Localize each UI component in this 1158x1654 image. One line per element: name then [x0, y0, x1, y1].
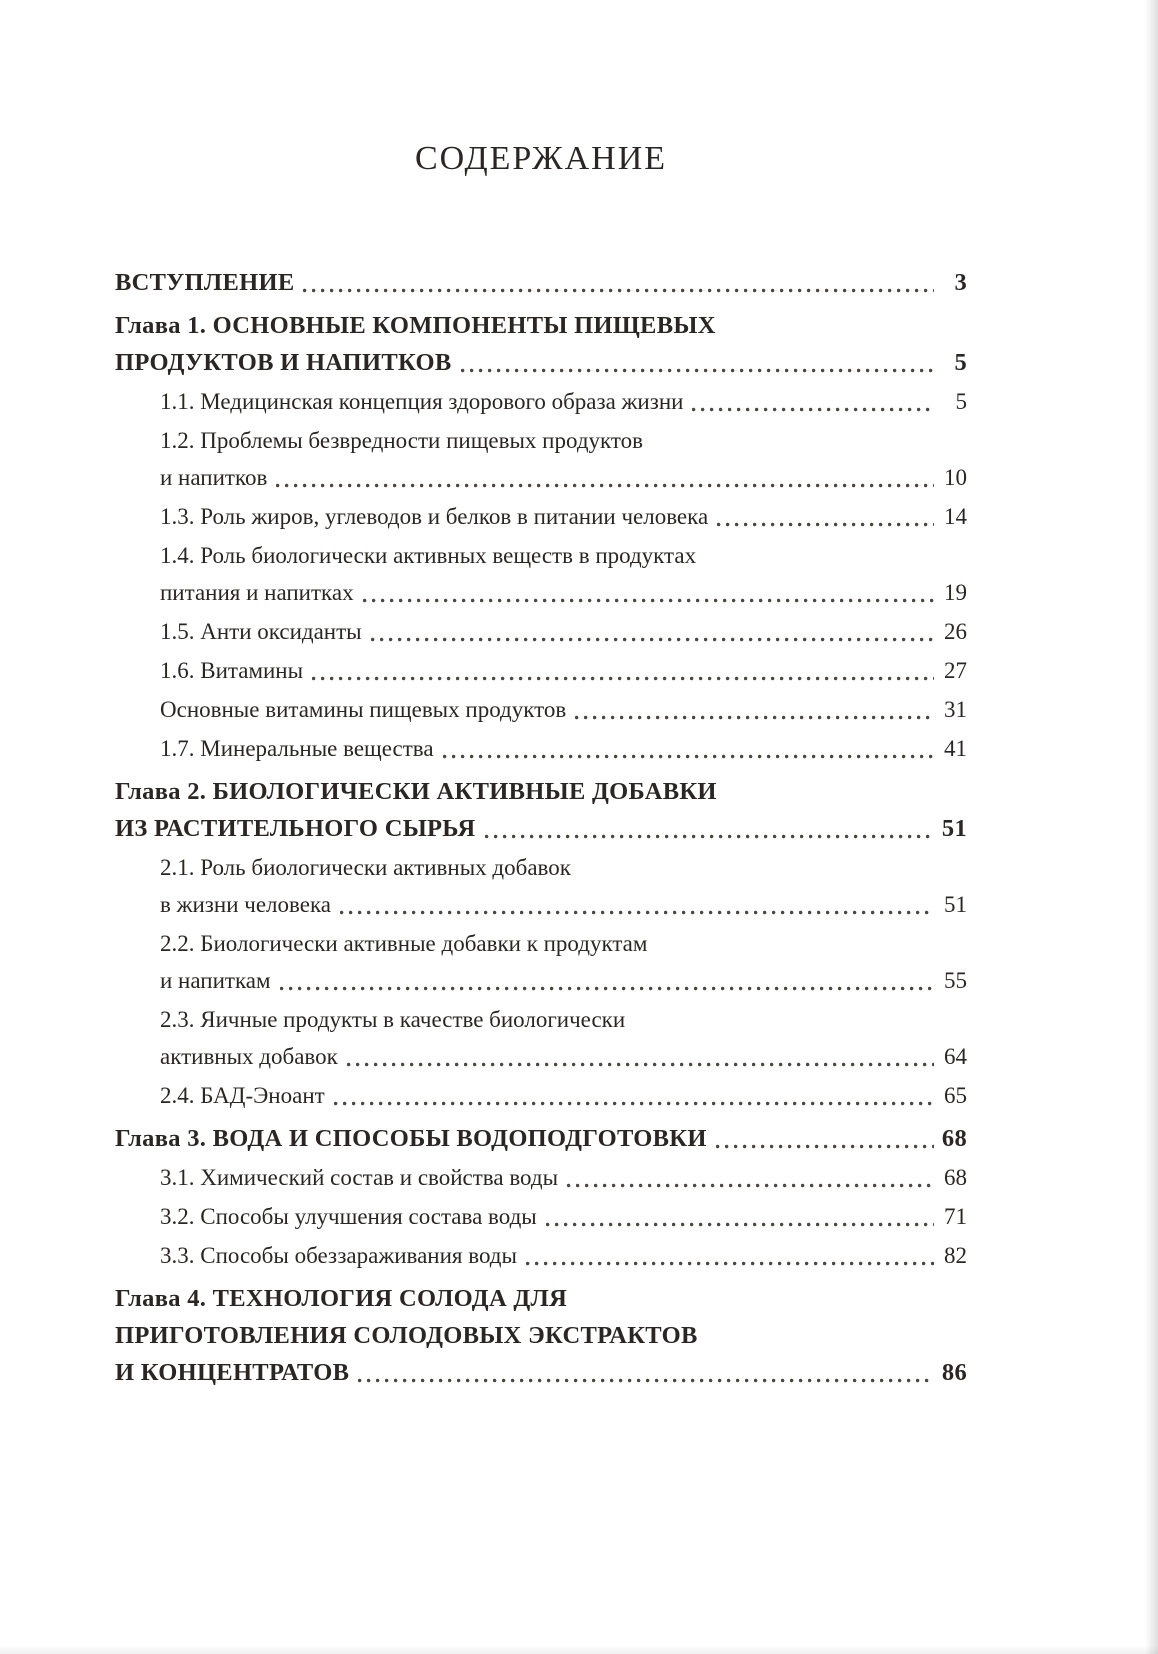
dot-leader: [303, 287, 934, 294]
toc-line: [160, 1237, 967, 1274]
page-number: 26: [944, 619, 967, 644]
toc-entry-text: и напиткам: [160, 968, 271, 993]
toc-entry: [115, 422, 967, 496]
toc-entry-text: ВСТУПЛЕНИЕ: [115, 269, 295, 296]
dot-leader: [371, 636, 934, 643]
toc-line: [115, 1120, 967, 1157]
dot-leader: [717, 521, 934, 528]
toc: [115, 264, 967, 1391]
toc-entry-text: 1.3. Роль жиров, углеводов и белков в питании человека: [160, 504, 709, 529]
toc-entry: [115, 1198, 967, 1235]
toc-line: [115, 264, 967, 301]
toc-entry-text: Глава 3. ВОДА И СПОСОБЫ ВОДОПОДГОТОВКИ: [115, 1125, 707, 1152]
dot-leader: [716, 1143, 934, 1150]
toc-entry: [115, 1237, 967, 1274]
dot-leader: [347, 1061, 934, 1068]
toc-entry: [115, 383, 967, 420]
page-number: 5: [955, 389, 967, 414]
toc-entry-text: 1.2. Проблемы безвредности пищевых продуктов: [160, 428, 643, 453]
toc-line: [115, 773, 967, 810]
toc-entry: [115, 1280, 967, 1391]
dot-leader: [276, 482, 934, 489]
toc-entry-text: 1.6. Витамины: [160, 658, 304, 683]
toc-entry: [115, 264, 967, 301]
page-number: 51: [941, 815, 967, 842]
dot-leader: [280, 985, 934, 992]
toc-line: [115, 1280, 967, 1317]
toc-entry-text: 2.4. БАД-Эноант: [160, 1083, 325, 1108]
page-number: 65: [944, 1083, 967, 1108]
toc-entry-text: 3.2. Способы улучшения состава воды: [160, 1204, 537, 1229]
toc-entry-text: ПРОДУКТОВ И НАПИТКОВ: [115, 349, 452, 376]
toc-entry-text: 2.3. Яичные продукты в качестве биологически: [160, 1007, 626, 1032]
toc-entry-text: ПРИГОТОВЛЕНИЯ СОЛОДОВЫХ ЭКСТРАКТОВ: [115, 1322, 698, 1349]
toc-entry: [115, 691, 967, 728]
toc-entry-text: 1.7. Минеральные вещества: [160, 736, 434, 761]
toc-entry-text: 3.3. Способы обеззараживания воды: [160, 1243, 517, 1268]
dot-leader: [340, 909, 934, 916]
page-number: 55: [944, 968, 967, 993]
dot-leader: [461, 367, 935, 374]
toc-line: [160, 925, 967, 962]
toc-entry-text: Глава 2. БИОЛОГИЧЕСКИ АКТИВНЫЕ ДОБАВКИ: [115, 778, 717, 805]
toc-entry: [115, 613, 967, 650]
toc-entry-text: питания и напитках: [160, 580, 354, 605]
page-title: СОДЕРЖАНИЕ: [414, 140, 668, 177]
toc-line: [160, 1001, 967, 1038]
dot-leader: [567, 1182, 934, 1189]
toc-entry-text: 1.4. Роль биологически активных веществ в продуктах: [160, 543, 697, 568]
dot-leader: [443, 753, 934, 760]
toc-entry-text: Основные витамины пищевых продуктов: [160, 697, 567, 722]
dot-leader: [485, 833, 935, 840]
toc-entry: [115, 537, 967, 611]
dot-leader: [363, 597, 934, 604]
page-number: 19: [944, 580, 967, 605]
toc-entry-text: Глава 1. ОСНОВНЫЕ КОМПОНЕНТЫ ПИЩЕВЫХ: [115, 312, 716, 339]
page-number: 41: [944, 736, 967, 761]
toc-line: [160, 1038, 967, 1075]
toc-line: [115, 344, 967, 381]
page-number: 68: [941, 1125, 967, 1152]
dot-leader: [575, 714, 934, 721]
toc-entry: [115, 1001, 967, 1075]
toc-entry-text: 2.1. Роль биологически активных добавок: [160, 855, 571, 880]
toc-entry: [115, 498, 967, 535]
page-number: 51: [944, 892, 967, 917]
toc-entry: [115, 1077, 967, 1114]
toc-line: [160, 962, 967, 999]
page-number: 68: [944, 1165, 967, 1190]
toc-entry: [115, 730, 967, 767]
toc-line: [160, 691, 967, 728]
toc-line: [160, 613, 967, 650]
toc-entry-text: 2.2. Биологически активные добавки к продуктам: [160, 931, 648, 956]
toc-entry: [115, 773, 967, 847]
toc-entry-text: активных добавок: [160, 1044, 338, 1069]
toc-line: [160, 1077, 967, 1114]
toc-line: [160, 459, 967, 496]
toc-line: [160, 537, 967, 574]
toc-entry: [115, 925, 967, 999]
toc-entry: [115, 849, 967, 923]
dot-leader: [546, 1221, 934, 1228]
page-number: 27: [944, 658, 967, 683]
toc-entry: [115, 1120, 967, 1157]
toc-line: [160, 886, 967, 923]
dot-leader: [358, 1377, 934, 1384]
toc-entry-text: 3.1. Химический состав и свойства воды: [160, 1165, 559, 1190]
dot-leader: [334, 1100, 934, 1107]
dot-leader: [526, 1260, 934, 1267]
page-number: 31: [944, 697, 967, 722]
toc-line: [160, 1198, 967, 1235]
toc-line: [160, 652, 967, 689]
toc-entry-text: И КОНЦЕНТРАТОВ: [115, 1359, 350, 1386]
toc-entry-text: 1.1. Медицинская концепция здорового образа жизни: [160, 389, 684, 414]
scan-edge-shadow-right: [1145, 0, 1158, 1654]
toc-line: [160, 849, 967, 886]
toc-line: [115, 810, 967, 847]
toc-entry: [115, 307, 967, 381]
toc-line: [160, 422, 967, 459]
toc-entry-text: в жизни человека: [160, 892, 331, 917]
toc-line: [115, 1354, 967, 1391]
toc-line: [160, 1159, 967, 1196]
toc-entry-text: ИЗ РАСТИТЕЛЬНОГО СЫРЬЯ: [115, 815, 476, 842]
page-number: 5: [954, 349, 967, 376]
page-number: 71: [944, 1204, 967, 1229]
toc-entry-text: Глава 4. ТЕХНОЛОГИЯ СОЛОДА ДЛЯ: [115, 1285, 568, 1312]
page-number: 86: [941, 1359, 967, 1386]
dot-leader: [312, 675, 934, 682]
toc-entry: [115, 1159, 967, 1196]
toc-line: [115, 1317, 967, 1354]
scan-edge-shadow-bottom: [0, 1646, 1158, 1654]
toc-line: [160, 730, 967, 767]
toc-line: [160, 383, 967, 420]
toc-entry-text: и напитков: [160, 465, 268, 490]
toc-entry-text: 1.5. Анти оксиданты: [160, 619, 362, 644]
page-number: 82: [944, 1243, 967, 1268]
page-number: 14: [944, 504, 967, 529]
toc-line: [115, 307, 967, 344]
dot-leader: [692, 406, 934, 413]
toc-line: [160, 574, 967, 611]
page-number: 10: [944, 465, 967, 490]
page-number: 64: [944, 1044, 967, 1069]
toc-entry: [115, 652, 967, 689]
toc-line: [160, 498, 967, 535]
page-number: 3: [954, 269, 967, 296]
